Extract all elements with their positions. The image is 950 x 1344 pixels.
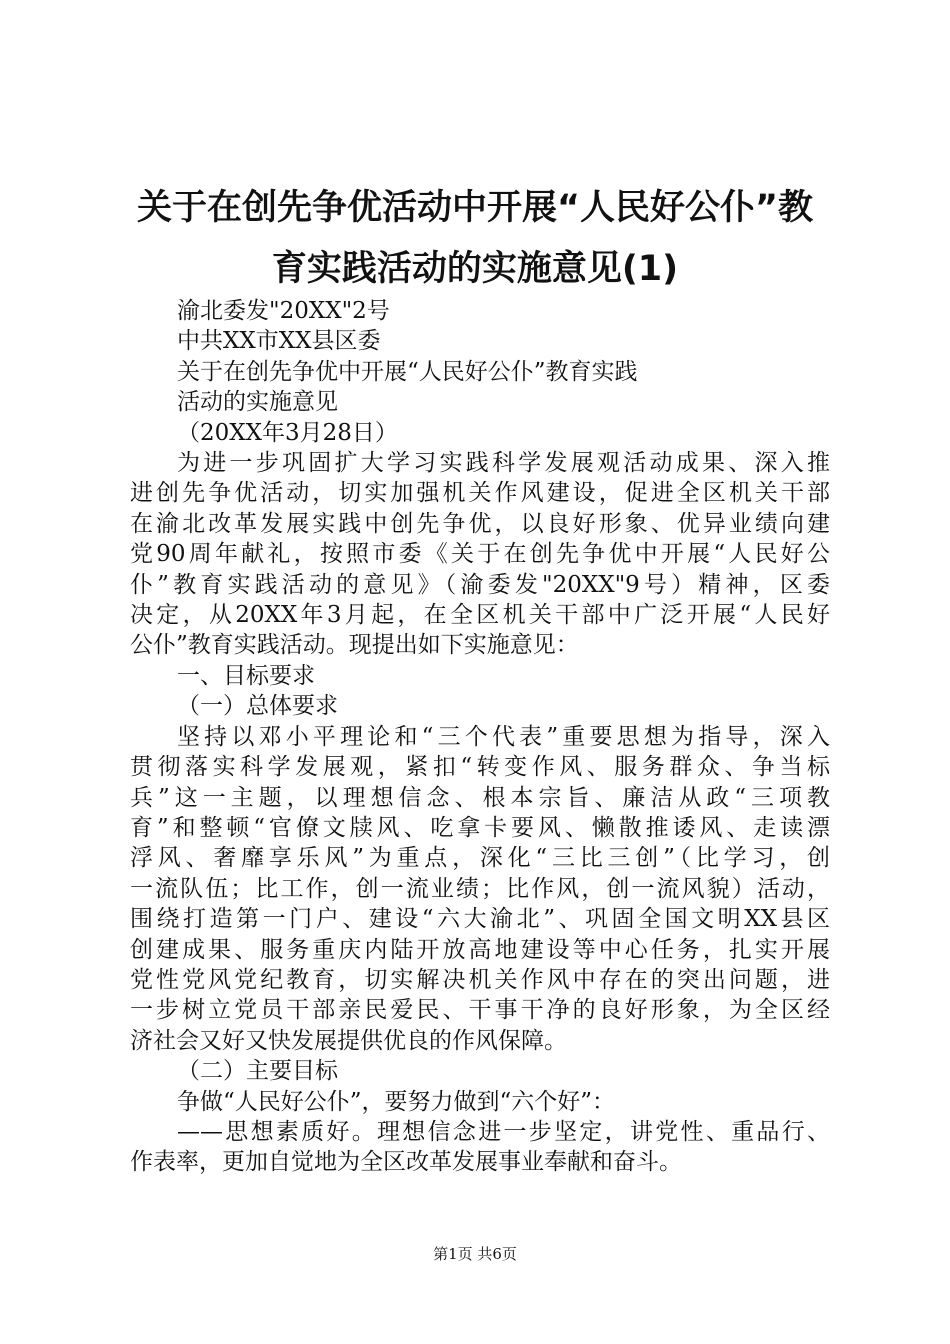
body-line: （二）主要目标 bbox=[177, 1058, 338, 1085]
document-body bbox=[130, 296, 830, 1178]
body-line: 育”和整顿“官僚文牍风、吃拿卡要风、懒散推诿风、走读漂 bbox=[130, 814, 830, 841]
document-title-line-1: 关于在创先争优活动中开展“人民好公仆”教 bbox=[136, 188, 813, 228]
body-line: 党90周年献礼，按照市委《关于在创先争优中开展“人民好公 bbox=[130, 541, 830, 568]
body-line: 渝北委发"20XX"2号 bbox=[177, 298, 390, 324]
body-line: 在渝北改革发展实践中创先争优，以良好形象、优异业绩向建 bbox=[130, 510, 830, 537]
body-line: （20XX年3月28日） bbox=[177, 419, 398, 446]
body-line: （一）总体要求 bbox=[177, 693, 338, 720]
body-line: 为进一步巩固扩大学习实践科学发展观活动成果、深入推 bbox=[177, 450, 830, 477]
body-line: 关于在创先争优中开展“人民好公仆”教育实践 bbox=[177, 358, 638, 385]
body-line: 围绕打造第一门户、建设“六大渝北”、巩固全国文明XX县区 bbox=[130, 906, 830, 933]
body-line: 作表率，更加自觉地为全区改革发展事业奉献和奋斗。 bbox=[130, 1149, 682, 1176]
body-line: 济社会又好又快发展提供优良的作风保障。 bbox=[130, 1027, 567, 1054]
document-title-line-2: 育实践活动的实施意见(1) bbox=[271, 249, 679, 289]
body-line: 一流队伍；比工作，创一流业绩；比作风，创一流风貌）活动， bbox=[130, 875, 830, 902]
body-line: 兵”这一主题，以理想信念、根本宗旨、廉洁从政“三项教 bbox=[130, 784, 830, 811]
body-line: 一步树立党员干部亲民爱民、干事干净的良好形象，为全区经 bbox=[130, 997, 830, 1024]
body-line: 争做“人民好公仆”，要努力做到“六个好”： bbox=[177, 1088, 616, 1115]
body-line: 一、目标要求 bbox=[177, 662, 315, 689]
body-line: 浮风、奢靡享乐风”为重点，深化“三比三创”（比学习，创 bbox=[130, 845, 830, 872]
body-line: ——思想素质好。理想信念进一步坚定，讲党性、重品行、 bbox=[177, 1118, 830, 1145]
body-line: 贯彻落实科学发展观，紧扣“转变作风、服务群众、争当标 bbox=[130, 754, 830, 781]
body-line: 创建成果、服务重庆内陆开放高地建设等中心任务，扎实开展 bbox=[130, 936, 830, 963]
page-footer: 第1页 共6页 bbox=[433, 1245, 517, 1263]
body-line: 活动的实施意见 bbox=[177, 389, 338, 416]
body-line: 公仆”教育实践活动。现提出如下实施意见： bbox=[130, 632, 579, 659]
body-line: 中共XX市XX县区委 bbox=[177, 328, 381, 355]
body-line: 进创先争优活动，切实加强机关作风建设，促进全区机关干部 bbox=[130, 480, 830, 507]
body-line: 仆”教育实践活动的意见》（渝委发"20XX"9号）精神，区委 bbox=[130, 571, 830, 598]
body-line: 党性党风党纪教育，切实解决机关作风中存在的突出问题，进 bbox=[130, 966, 830, 993]
body-line: 坚持以邓小平理论和“三个代表”重要思想为指导，深入 bbox=[177, 723, 830, 750]
body-line: 决定，从20XX年3月起，在全区机关干部中广泛开展“人民好 bbox=[130, 602, 830, 629]
